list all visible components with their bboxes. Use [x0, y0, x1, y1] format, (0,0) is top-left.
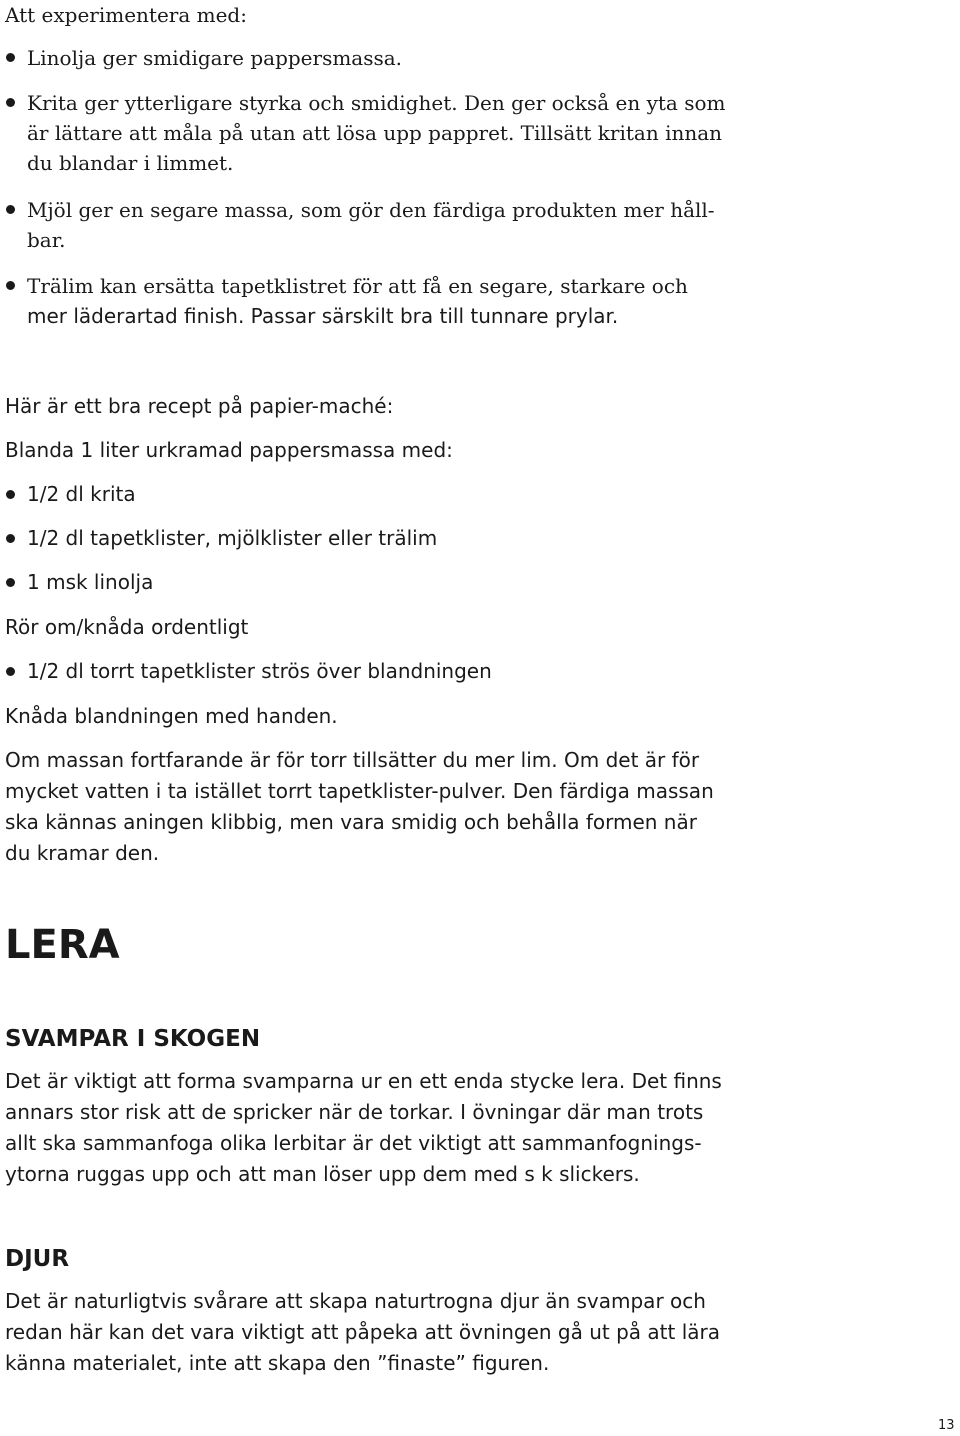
bullet-icon [6, 53, 15, 62]
recipe-step: Rör om/knåda ordentligt [5, 615, 249, 639]
svampar-line-2: annars stor risk att de spricker när de torkar. I övningar där man trots [5, 1100, 704, 1124]
djur-line-3: känna materialet, inte att skapa den ”finaste” figuren. [5, 1351, 550, 1375]
bullet-icon [6, 578, 15, 587]
recipe-note-line-1: Om massan fortfarande är för torr tillsätter du mer lim. Om det är för [5, 748, 700, 772]
intro-bullet-3-line-2: bar. [27, 228, 66, 252]
intro-bullet-3-line-1: Mjöl ger en segare massa, som gör den färdiga produkten mer håll- [27, 198, 715, 222]
bullet-icon [6, 98, 15, 107]
intro-bullet-2-line-3: du blandar i limmet. [27, 151, 234, 175]
subheading-djur: DJUR [5, 1246, 70, 1272]
recipe-lead: Blanda 1 liter urkramad pappersmassa med: [5, 438, 453, 462]
bullet-icon [6, 490, 15, 499]
recipe-item-4: 1/2 dl torrt tapetklister strös över blandningen [27, 659, 492, 683]
recipe-note-line-3: ska kännas aningen klibbig, men vara smidig och behålla formen när [5, 810, 697, 834]
recipe-note-line-2: mycket vatten i ta istället torrt tapetklister-pulver. Den färdiga massan [5, 779, 714, 803]
djur-line-1: Det är naturligtvis svårare att skapa naturtrogna djur än svampar och [5, 1289, 706, 1313]
subheading-svampar: SVAMPAR I SKOGEN [5, 1026, 261, 1052]
intro-bullet-2-line-2: är lättare att måla på utan att lösa upp pappret. Tillsätt kritan innan [27, 121, 723, 145]
recipe-item-3: 1 msk linolja [27, 570, 154, 594]
svampar-line-3: allt ska sammanfoga olika lerbitar är det viktigt att sammanfognings- [5, 1131, 702, 1155]
djur-line-2: redan här kan det vara viktigt att påpeka att övningen gå ut på att lära [5, 1320, 720, 1344]
intro-bullet-4-line-2: mer läderartad finish. Passar särskilt bra till tunnare prylar. [27, 304, 619, 328]
intro-bullet-2-line-1: Krita ger ytterligare styrka och smidighet. Den ger också en yta som [27, 91, 726, 115]
bullet-icon [6, 281, 15, 290]
bullet-icon [6, 667, 15, 676]
recipe-item-2: 1/2 dl tapetklister, mjölklister eller trälim [27, 526, 438, 550]
intro-bullet-1: Linolja ger smidigare pappersmassa. [27, 46, 403, 70]
section-heading-lera: LERA [5, 922, 120, 968]
bullet-icon [6, 205, 15, 214]
intro-bullet-4-line-1: Trälim kan ersätta tapetklistret för att få en segare, starkare och [27, 274, 688, 298]
bullet-icon [6, 534, 15, 543]
recipe-note-line-4: du kramar den. [5, 841, 160, 865]
recipe-title: Här är ett bra recept på papier-maché: [5, 394, 394, 418]
intro-heading: Att experimentera med: [5, 3, 247, 27]
svampar-line-1: Det är viktigt att forma svamparna ur en ett enda stycke lera. Det finns [5, 1069, 722, 1093]
page-number: 13 [938, 1418, 955, 1433]
recipe-item-1: 1/2 dl krita [27, 482, 136, 506]
recipe-step-2: Knåda blandningen med handen. [5, 704, 338, 728]
svampar-line-4: ytorna ruggas upp och att man löser upp dem med s k slickers. [5, 1162, 640, 1186]
